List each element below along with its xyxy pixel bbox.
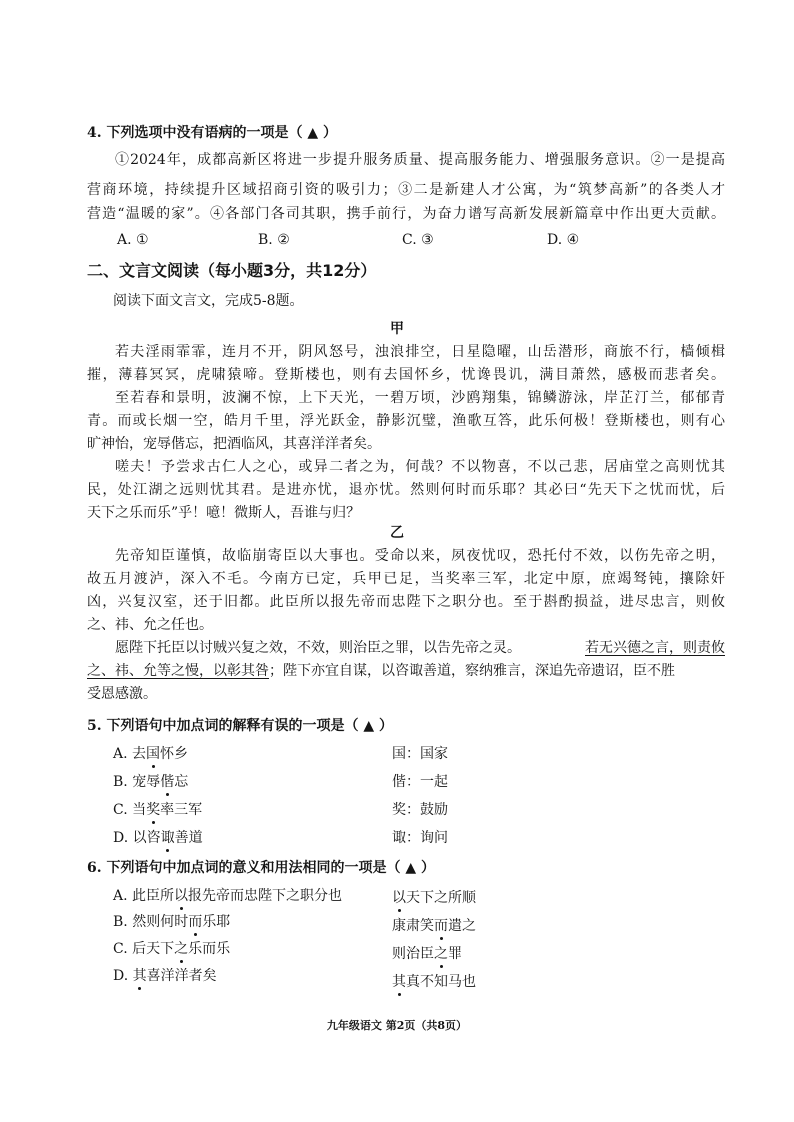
q4-option-c[interactable]: C. ③	[402, 232, 434, 248]
q6-option-c-left-dotted-word: 之	[174, 941, 189, 957]
q4-text-line-1: ①2024年，成都高新区将进一步提升服务质量、提高服务能力、增强服务意识。②一是提高	[115, 152, 725, 168]
q6-option-a-right-dotted-word: 以	[392, 890, 406, 906]
q5-option-d-label: D.	[113, 830, 129, 846]
q6-option-d-left-post: 喜洋洋者矣	[146, 968, 217, 984]
passage-b-line-3: 凶，兴复汉室，还于旧都。此臣所以报先帝而忠陛下之职分也。至于斟酌损益，进尽忠言，则攸	[87, 594, 725, 610]
q5-option-a-pre: 去	[132, 746, 147, 762]
q5-option-b-dotted-word: 偕	[160, 774, 175, 790]
q6-option-a[interactable]	[113, 886, 342, 906]
q4-option-b[interactable]: B. ②	[258, 232, 290, 248]
q6-option-b[interactable]	[113, 912, 230, 932]
q5-option-d[interactable]	[113, 828, 203, 848]
q5-option-b[interactable]	[113, 772, 188, 792]
q6-option-d[interactable]	[113, 966, 217, 986]
q6-option-a-left-pre: 此臣所	[132, 888, 175, 904]
q5-option-a[interactable]	[113, 744, 188, 764]
passage-a-heading: 甲	[390, 321, 404, 337]
q6-option-b-left-dotted-word: 而	[188, 914, 203, 930]
passage-b-line-6	[87, 661, 725, 681]
q6-option-c-right	[392, 944, 462, 964]
q5-option-d-post: 善道	[174, 830, 203, 846]
passage-a-line-6: 嗟夫！予尝求古仁人之心，或异二者之为，何哉？不以物喜，不以己悲，居庙堂之高则忧其	[115, 459, 725, 475]
q5-option-c-label: C.	[113, 802, 128, 818]
page-footer: 九年级语文 第2页（共8页）	[326, 1019, 468, 1032]
q6-option-b-left-post: 乐耶	[202, 914, 231, 930]
passage-b-underlined-1: 若无兴德之言，则责攸	[585, 640, 725, 656]
q4-text-line-2: 营商环境，持续提升区域招商引资的吸引力；③二是新建人才公寓，为“筑梦高新”的各类人才	[87, 182, 725, 198]
q5-option-a-dotted-word: 国	[146, 746, 161, 762]
q6-option-c-right-dotted-word: 之	[434, 946, 448, 962]
q5-option-b-pre: 宠辱	[132, 774, 161, 790]
passage-a-line-1: 若夫淫雨霏霏，连月不开，阴风怒号，浊浪排空，日星隐曜，山岳潜形，商旅不行，樯倾楫	[115, 344, 725, 360]
q6-option-c-right-pre: 则治臣	[392, 946, 434, 962]
q6-option-c-left-post: 乐而乐	[188, 941, 231, 957]
q5-option-a-label: A.	[113, 746, 128, 762]
passage-b-heading: 乙	[390, 525, 404, 541]
passage-b-line-1: 先帝知臣谨慎，故临崩寄臣以大事也。受命以来，夙夜忧叹，恐托付不效，以伤先帝之明，	[115, 548, 725, 564]
q5-option-c-dotted-word: 奖	[146, 802, 161, 818]
q5-option-b-label: B.	[113, 774, 128, 790]
q6-option-b-right-post: 遣之	[448, 918, 476, 934]
section-2-instruction: 阅读下面文言文，完成5-8题。	[113, 293, 304, 309]
passage-b-line-2: 故五月渡泸，深入不毛。今南方已定，兵甲已足，当奖率三军，北定中原，庶竭驽钝，攘除奸	[87, 571, 725, 587]
question-6-stem: 6. 下列语句中加点词的意义和用法相同的一项是（ ▲ ）	[87, 860, 436, 876]
q5-option-d-gloss: 诹：询问	[392, 830, 448, 846]
q6-option-a-label: A.	[113, 888, 128, 904]
q6-option-c-right-post: 罪	[448, 946, 462, 962]
q6-option-c-label: C.	[113, 941, 128, 957]
q6-option-d-label: D.	[113, 968, 129, 984]
q6-option-d-left-dotted-word: 其	[132, 968, 147, 984]
q5-option-d-pre: 以咨	[132, 830, 161, 846]
passage-a-line-4: 青。而或长烟一空，皓月千里，浮光跃金，静影沉璧，渔歌互答，此乐何极！登斯楼也，则有心	[87, 413, 725, 429]
q6-option-c-left-pre: 后天下	[132, 941, 175, 957]
q5-option-c-pre: 当	[132, 802, 147, 818]
passage-a-line-5: 旷神怡，宠辱偕忘，把酒临风，其喜洋洋者矣。	[87, 436, 381, 452]
q6-option-b-right	[392, 916, 476, 936]
passage-b-underlined-2: 之、祎、允等之慢，以彰其咎	[87, 663, 269, 679]
q6-option-b-right-pre: 康肃笑	[392, 918, 434, 934]
q5-option-c-post: 率三军	[160, 802, 203, 818]
passage-b-line-7: 受恩感激。	[87, 686, 157, 702]
passage-b-line-4: 之、祎、允之任也。	[87, 617, 213, 633]
section-2-title: 二、文言文阅读（每小题3分，共12分）	[87, 261, 377, 280]
passage-a-line-8: 天下之乐而乐”乎！噫！微斯人，吾谁与归？	[87, 505, 361, 521]
q5-option-b-gloss: 偕：一起	[392, 774, 448, 790]
q6-option-a-right-post: 天下之所顺	[406, 890, 476, 906]
q6-option-a-left-dotted-word: 以	[174, 888, 189, 904]
q5-option-a-gloss: 国：国家	[392, 746, 448, 762]
q4-option-a[interactable]: A. ①	[117, 232, 149, 248]
q5-option-d-dotted-word: 诹	[160, 830, 175, 846]
q6-option-b-right-dotted-word: 而	[434, 918, 448, 934]
q6-option-b-label: B.	[113, 914, 128, 930]
passage-a-line-3: 至若春和景明，波澜不惊，上下天光，一碧万顷，沙鸥翔集，锦鳞游泳，岸芷汀兰，郁郁青	[115, 390, 725, 406]
q6-option-d-right-dotted-word: 其	[392, 974, 406, 990]
passage-b-p2-rest: ；陛下亦宜自谋，以咨诹善道，察纳雅言，深追先帝遗诏，臣不胜	[269, 663, 675, 679]
q6-option-d-right-post: 真不知马也	[406, 974, 476, 990]
passage-b-p2-start: 愿陛下托臣以讨贼兴复之效，不效，则治臣之罪，以告先帝之灵。	[115, 640, 521, 656]
q4-option-d[interactable]: D. ④	[547, 232, 580, 248]
q5-option-a-post: 怀乡	[160, 746, 189, 762]
q5-option-c[interactable]	[113, 800, 202, 820]
q6-option-b-left-pre: 然则何时	[132, 914, 189, 930]
q6-option-d-right	[392, 972, 476, 992]
question-5-stem: 5. 下列语句中加点词的解释有误的一项是（ ▲ ）	[87, 718, 394, 734]
question-4-stem: 4. 下列选项中没有语病的一项是（ ▲ ）	[87, 125, 338, 141]
q6-option-a-right	[392, 888, 476, 908]
q5-option-c-gloss: 奖：鼓励	[392, 802, 448, 818]
q6-option-c[interactable]	[113, 939, 230, 959]
passage-a-line-7: 民，处江湖之远则忧其君。是进亦忧，退亦忧。然则何时而乐耶？其必曰“先天下之忧而忧，后	[87, 482, 725, 498]
passage-b-line-5	[115, 638, 725, 658]
q6-option-a-left-post: 报先帝而忠陛下之职分也	[188, 888, 343, 904]
passage-a-line-2: 摧，薄暮冥冥，虎啸猿啼。登斯楼也，则有去国怀乡，忧谗畏讥，满目萧然，感极而悲者矣。	[87, 367, 725, 383]
q4-text-line-3: 营造“温暖的家”。④各部门各司其职，携手前行，为奋力谱写高新发展新篇章中作出更大贡献。	[87, 206, 725, 222]
q5-option-b-post: 忘	[174, 774, 189, 790]
